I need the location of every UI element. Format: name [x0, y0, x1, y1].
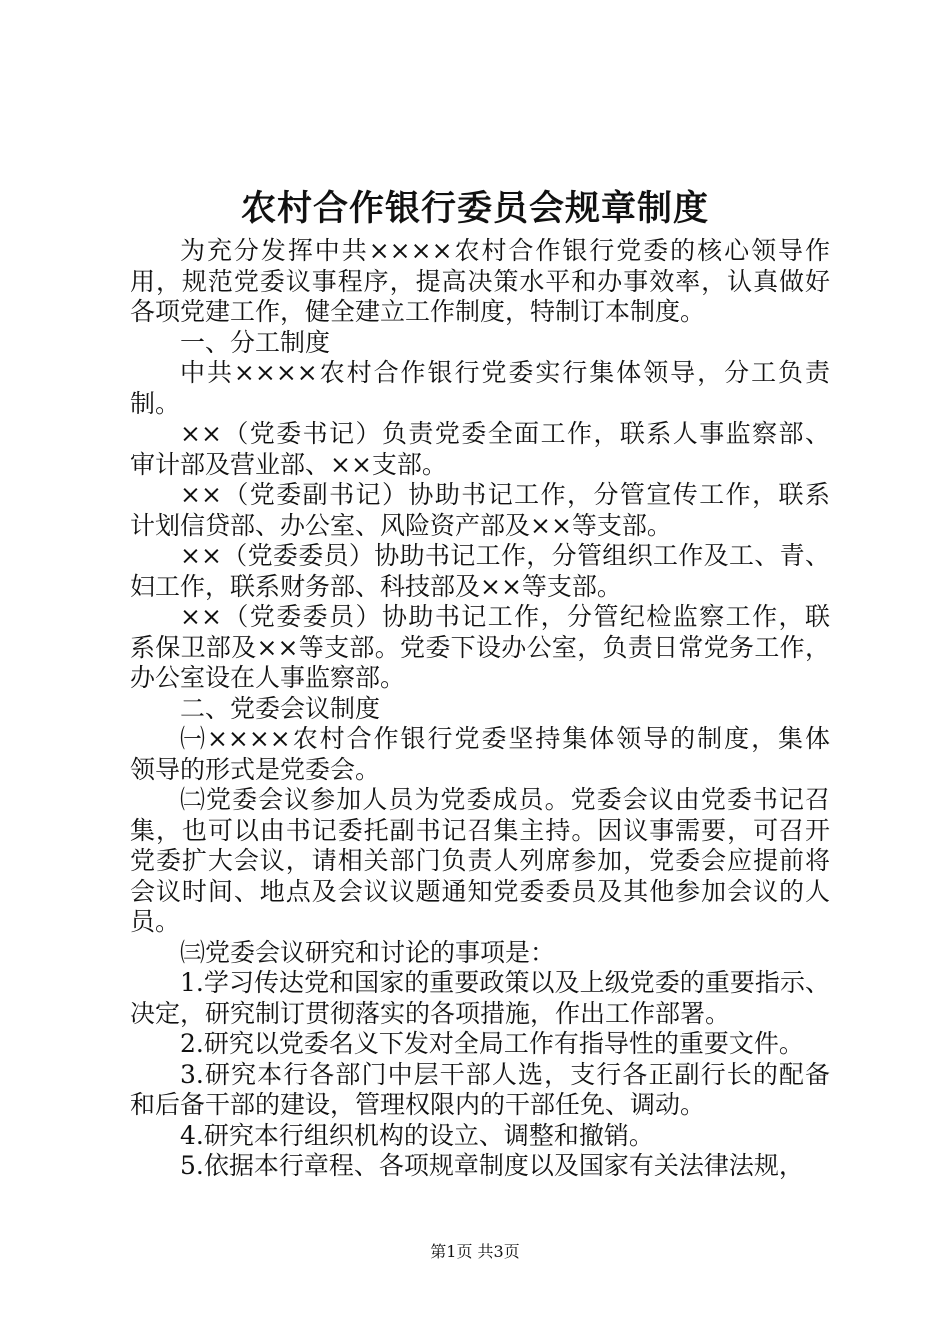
paragraph-line: 制。 [130, 388, 181, 418]
paragraph-line: 为充分发挥中共××××农村合作银行党委的核心领导作 [180, 236, 830, 265]
paragraph-line: 系保卫部及××等支部。党委下设办公室，负责日常党务工作， [130, 632, 830, 662]
list-item: 3.研究本行各部门中层干部人选，支行各正副行长的配备 [180, 1059, 830, 1089]
list-item: 2.研究以党委名义下发对全局工作有指导性的重要文件。 [180, 1029, 804, 1058]
list-item: 决定，研究制订贯彻落实的各项措施，作出工作部署。 [130, 998, 731, 1028]
paragraph-line: ㈢党委会议研究和讨论的事项是： [180, 937, 556, 967]
paragraph-line: ㈡党委会议参加人员为党委成员。党委会议由党委书记召 [180, 785, 830, 814]
paragraph-line: ××（党委书记）负责党委全面工作，联系人事监察部、 [180, 419, 830, 448]
paragraph-line: 计划信贷部、办公室、风险资产部及××等支部。 [130, 510, 672, 540]
section-heading: 二、党委会议制度 [180, 693, 381, 723]
paragraph-line: 妇工作，联系财务部、科技部及××等支部。 [130, 571, 622, 601]
document-body [130, 236, 830, 1182]
paragraph-line: ××（党委副书记）协助书记工作，分管宣传工作，联系 [180, 480, 830, 509]
paragraph-line: 各项党建工作，健全建立工作制度，特制订本制度。 [130, 297, 706, 326]
paragraph-line: 中共××××农村合作银行党委实行集体领导，分工负责 [180, 358, 830, 387]
paragraph-line: 会议时间、地点及会议议题通知党委委员及其他参加会议的人 [130, 876, 830, 906]
section-heading: 一、分工制度 [180, 327, 331, 357]
paragraph-line: 党委扩大会议，请相关部门负责人列席参加，党委会应提前将 [130, 846, 830, 875]
paragraph-line: 领导的形式是党委会。 [130, 754, 381, 784]
paragraph-line: 审计部及营业部、××支部。 [130, 449, 447, 479]
paragraph-line: 员。 [130, 907, 181, 936]
paragraph-line: ××（党委委员）协助书记工作，分管组织工作及工、青、 [180, 541, 830, 570]
list-item: 4.研究本行组织机构的设立、调整和撤销。 [180, 1120, 654, 1150]
paragraph-line: ××（党委委员）协助书记工作，分管纪检监察工作，联 [180, 602, 830, 631]
list-item: 1.学习传达党和国家的重要政策以及上级党委的重要指示、 [180, 968, 830, 997]
document-title: 农村合作银行委员会规章制度 [240, 188, 709, 229]
page-footer: 第1页 共3页 [430, 1242, 520, 1261]
paragraph-line: 用，规范党委议事程序，提高决策水平和办事效率，认真做好 [130, 266, 830, 296]
paragraph-line: ㈠××××农村合作银行党委坚持集体领导的制度，集体 [180, 724, 830, 753]
paragraph-line: 集，也可以由书记委托副书记召集主持。因议事需要，可召开 [130, 815, 830, 845]
list-item: 和后备干部的建设，管理权限内的干部任免、调动。 [130, 1090, 706, 1119]
list-item: 5.依据本行章程、各项规章制度以及国家有关法律法规， [180, 1151, 804, 1180]
paragraph-line: 办公室设在人事监察部。 [130, 663, 406, 692]
